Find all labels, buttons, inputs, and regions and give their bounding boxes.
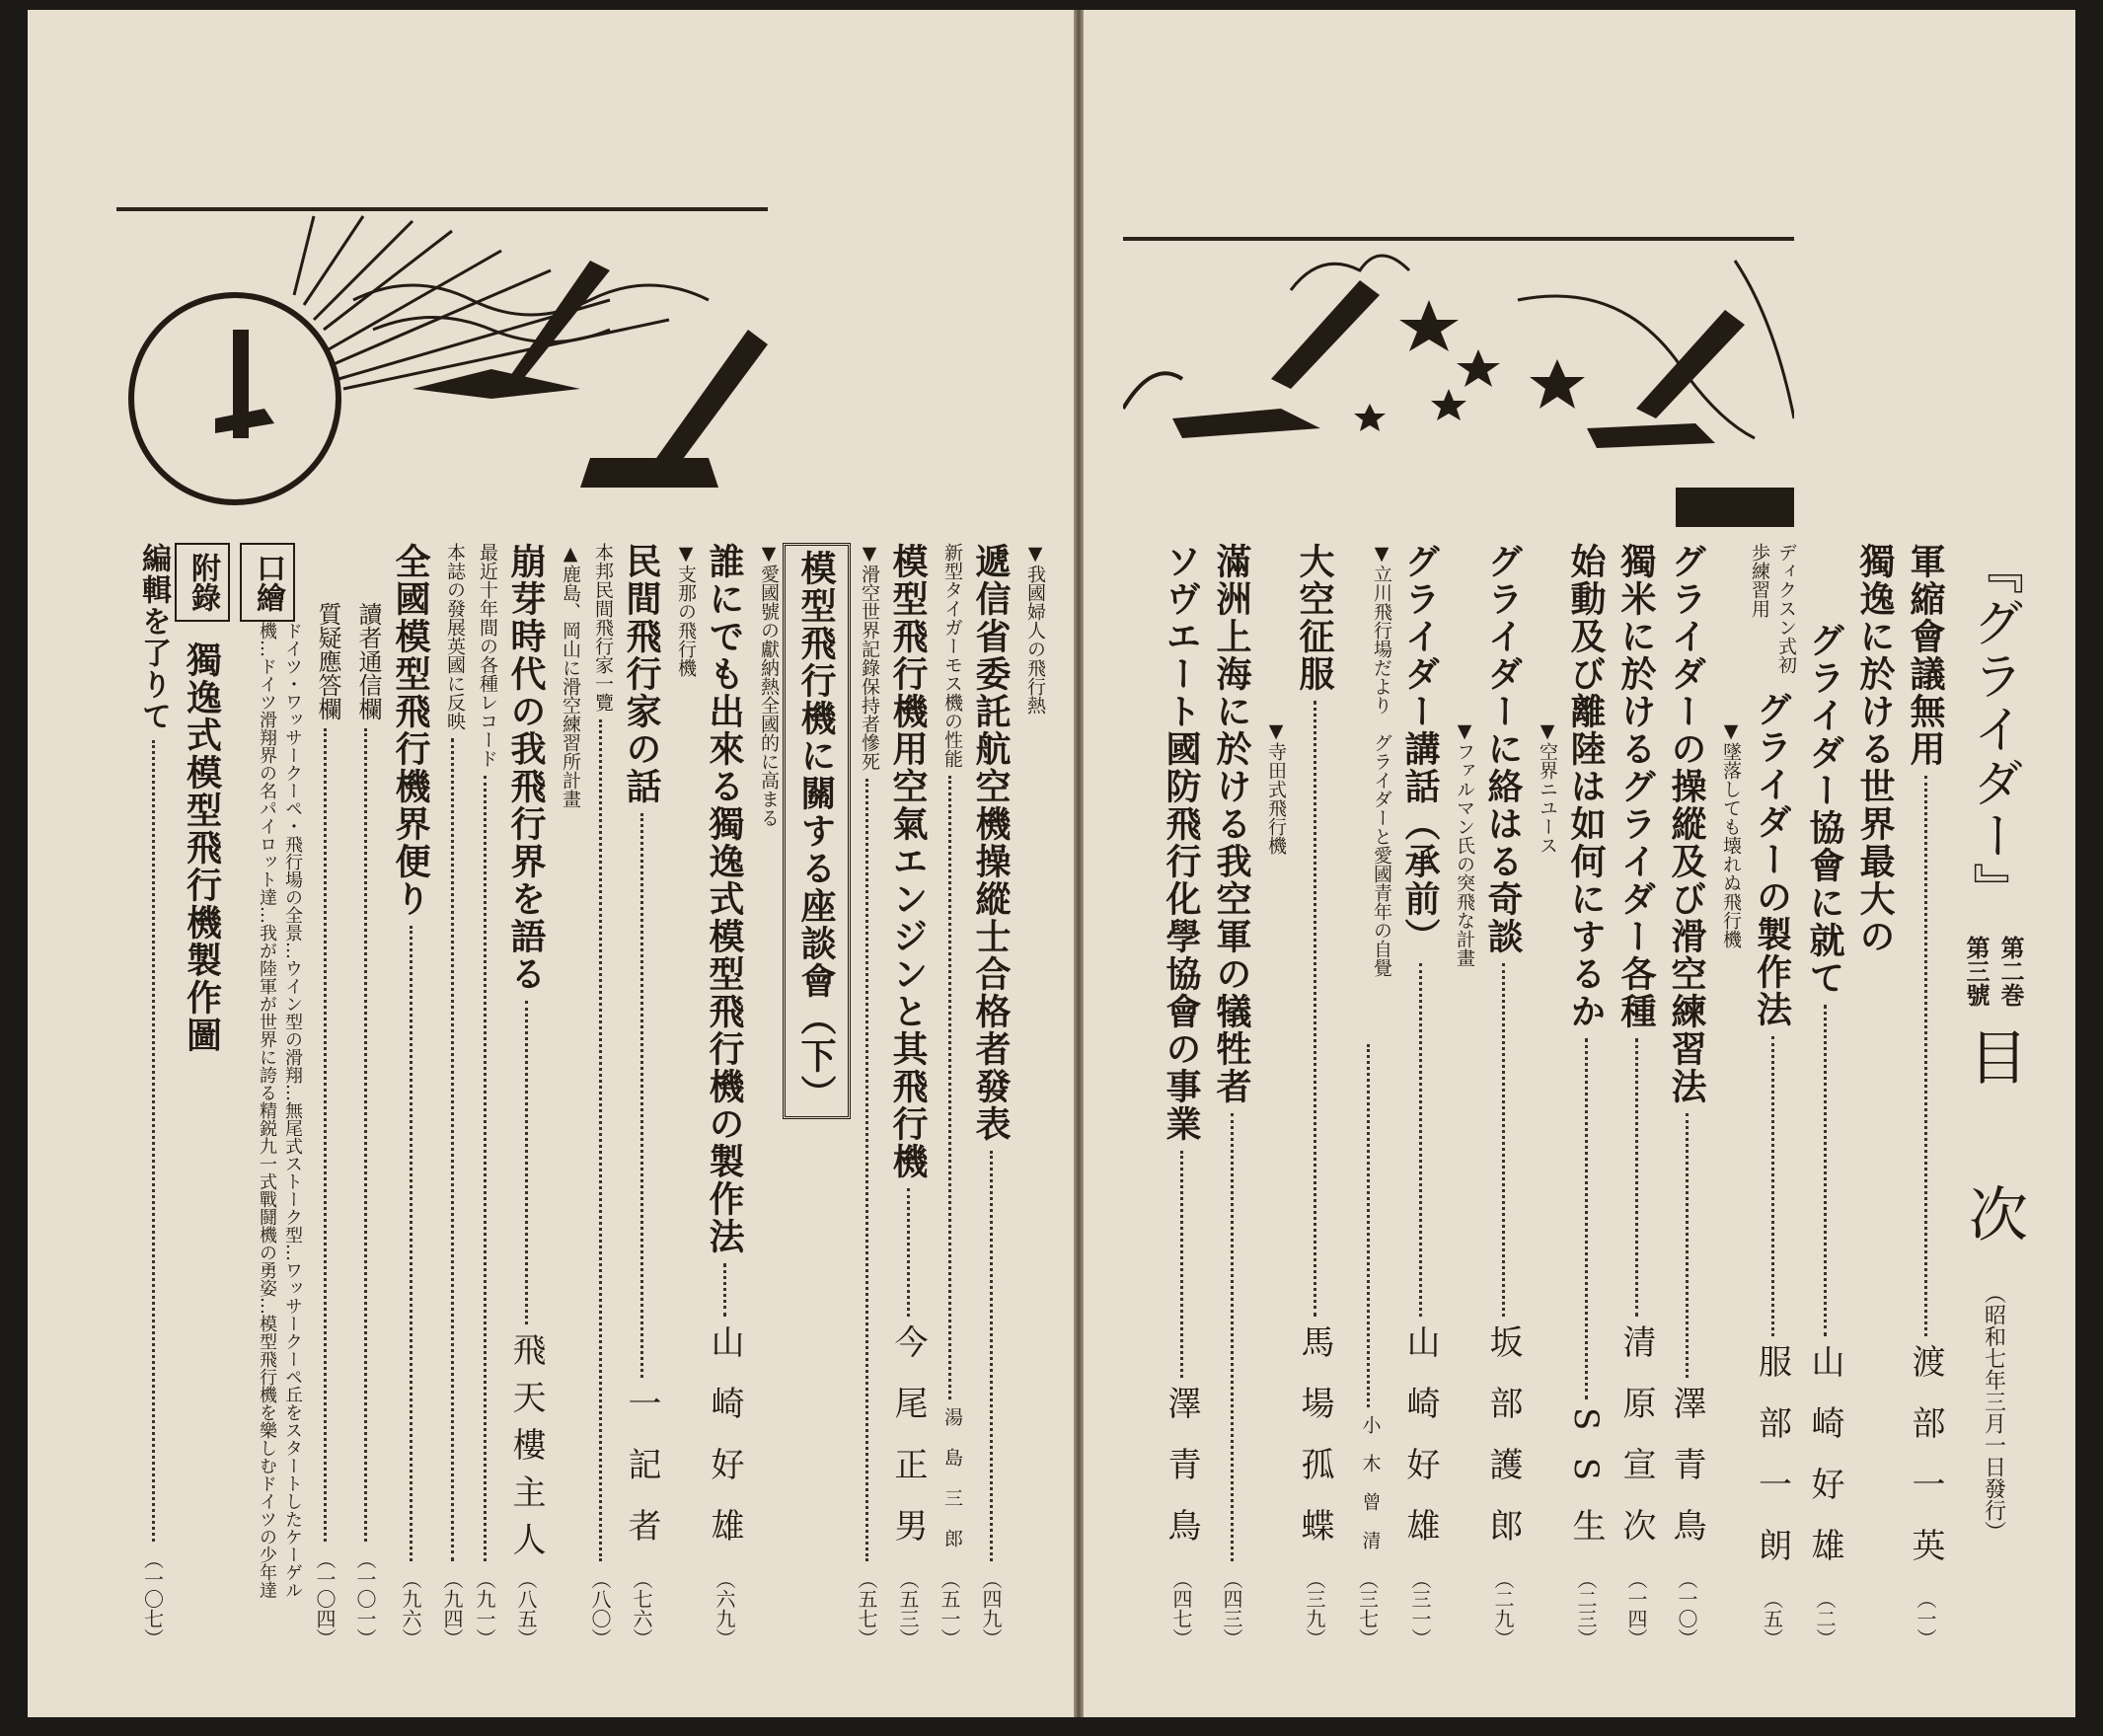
entry-title: 獨逸に於ける世界最大の <box>1854 543 1896 955</box>
entry-title: 模型飛行機用空氣エンジンと其飛行機 <box>887 543 929 1180</box>
toc-entry[interactable] <box>131 543 175 1648</box>
entry-page: （四九） <box>979 1569 1003 1648</box>
toc-entry[interactable] <box>1016 543 1049 1648</box>
entry-author: SS生 <box>1566 1407 1606 1569</box>
entry-subtitle: 本誌の發展英國に反映 <box>444 543 466 730</box>
toc-entry[interactable] <box>700 543 750 1648</box>
entry-author: 一記者 <box>622 1386 661 1569</box>
toc-entry[interactable] <box>783 543 851 1648</box>
entry-page: （八〇） <box>588 1569 612 1648</box>
frontispiece-label: 口繪 <box>240 543 295 622</box>
entry-author: 今尾正男 <box>888 1324 928 1569</box>
entry-title: グライダーの製作法 <box>1751 691 1793 1028</box>
toc-entry[interactable] <box>1745 543 1800 1648</box>
entry-page: （一〇一） <box>353 1549 377 1648</box>
entry-author: 山崎好雄 <box>1400 1324 1440 1569</box>
issue-no: 第三號 <box>1962 936 1990 1007</box>
entry-page: （七六） <box>630 1569 653 1648</box>
toc-entry[interactable] <box>883 543 934 1648</box>
entry-page: （六九） <box>713 1569 736 1648</box>
entry-title: 軍縮會議無用 <box>1905 543 1946 768</box>
frontispiece-entry[interactable] <box>230 543 305 1648</box>
entry-subtitle: ▼寺田式飛行機 <box>1265 720 1287 855</box>
entry-author: 渡部一英 <box>1906 1344 1945 1589</box>
editor-note: 編輯を了りて <box>136 543 171 732</box>
entry-title: グライダーに絡はる奇談 <box>1482 543 1524 955</box>
entry-page: （八五） <box>514 1569 538 1648</box>
entry-author: 山崎好雄 <box>705 1324 744 1569</box>
entry-page: （五一） <box>938 1569 961 1648</box>
entry-page: （九四） <box>440 1569 464 1648</box>
entry-subtitle: ▼墜落しても壊れぬ飛行機 <box>1720 720 1742 948</box>
toc-entry[interactable] <box>305 543 345 1648</box>
entry-subtitle: 最近十年間の各種レコード <box>477 543 498 768</box>
magazine-header <box>1951 543 2036 1648</box>
toc-entry[interactable] <box>1561 543 1612 1648</box>
toc-entry[interactable] <box>1395 543 1446 1648</box>
entry-title: グライダー協會に就て <box>1804 622 1845 997</box>
entry-page: （一四） <box>1624 1569 1648 1648</box>
magazine-title: 『グライダー』 <box>1963 543 2023 916</box>
toc-entry[interactable] <box>617 543 667 1648</box>
entry-page: （九六） <box>399 1569 422 1648</box>
entry-subtitle: ▼支那の飛行機 <box>675 543 697 677</box>
entry-subtitle: ▼ファルマン氏の突飛な計畫 <box>1454 720 1475 967</box>
toc-entry[interactable] <box>386 543 436 1648</box>
toc-entry[interactable] <box>469 543 501 1648</box>
entry-title: 崩芽時代の我飛行界を語る <box>505 543 547 993</box>
entry-author: 服部一朗 <box>1752 1344 1792 1589</box>
toc-entry[interactable] <box>851 543 883 1648</box>
toc-entry[interactable] <box>667 543 700 1648</box>
entry-page: （三九） <box>1303 1569 1326 1648</box>
toc-entry[interactable] <box>436 543 469 1648</box>
entry-page: （五三） <box>896 1569 920 1648</box>
entry-subtitle: 本邦民間飛行家一覽 <box>592 543 614 712</box>
left-page <box>28 10 1074 1717</box>
entry-author: 湯島三郎 <box>941 1407 963 1569</box>
entry-author: 澤青鳥 <box>1162 1386 1201 1569</box>
entry-title: 滿洲上海に於ける我空軍の犠牲者 <box>1211 543 1252 1105</box>
toc-entry[interactable] <box>750 543 783 1648</box>
book-gutter <box>1074 10 1084 1717</box>
entry-subtitle: ディクスン式初歩練習用 <box>1749 543 1797 674</box>
entry-page: （一〇四） <box>313 1549 337 1648</box>
entry-subtitle: ▼空界ニユース <box>1537 720 1558 855</box>
toc-entry[interactable] <box>345 543 386 1648</box>
toc-entry[interactable] <box>1157 543 1207 1648</box>
toc-entry[interactable] <box>1290 543 1340 1648</box>
toc-entry[interactable] <box>966 543 1016 1648</box>
entry-page: （五） <box>1760 1589 1784 1648</box>
entry-title: グライダーの操縱及び滑空練習法 <box>1666 543 1707 1105</box>
entry-page: （四三） <box>1220 1569 1243 1648</box>
entry-page: （四七） <box>1169 1569 1193 1648</box>
issue-number <box>1959 936 2028 1007</box>
entry-subtitle: ▼愛國號の獻納熱全國的に高まる <box>758 543 780 827</box>
entry-page: （二三） <box>1574 1569 1598 1648</box>
contents-label: 目 次 <box>1959 1026 2028 1283</box>
entry-subtitle: ▼立川飛行場だより グライダーと愛國青年の自覺 <box>1371 543 1392 977</box>
entry-author: 清原宣次 <box>1616 1324 1656 1569</box>
toc-entry[interactable] <box>552 543 584 1648</box>
frontispiece-text: ドイツ・ワッサークーペ・飛行場の全景…ウイン型の滑翔…無尾式ストーク型…ワッサークーペ丘をスタートしたケーゲル機…ドイツ滑翔界の名パイロット達…我が陸軍が世界に誇る精鋭九一式戰鬪機の勇姿…模型飛行機を樂しむドイツの少年達 <box>257 622 303 1599</box>
toc-entry[interactable] <box>501 543 552 1648</box>
entry-subtitle: 新型タイガーモス機の性能 <box>941 543 963 768</box>
toc-entry[interactable] <box>1207 543 1257 1648</box>
toc-entry[interactable] <box>1800 543 1850 1648</box>
entry-page: （二） <box>1813 1589 1837 1648</box>
entry-title: ソヴエート國防飛行化學協會の事業 <box>1161 543 1202 1143</box>
entry-page: （三七） <box>1355 1569 1380 1648</box>
entry-author: 坂部護郎 <box>1483 1324 1523 1569</box>
toc-entry[interactable] <box>1901 543 1951 1648</box>
entry-title-boxed: 模型飛行機に關する座談會（下） <box>783 543 851 1119</box>
entry-author: 山崎好雄 <box>1805 1344 1844 1589</box>
entry-page: （九一） <box>473 1569 496 1648</box>
entry-title: 民間飛行家の話 <box>621 543 662 805</box>
right-contents <box>1157 543 2036 1648</box>
left-contents <box>131 543 1049 1648</box>
entry-author: 澤青鳥 <box>1667 1386 1706 1569</box>
toc-entry[interactable] <box>1529 543 1561 1648</box>
toc-entry[interactable] <box>584 543 617 1648</box>
entry-title: 始動及び離陸は如何にするか <box>1565 543 1607 1030</box>
entry-title: 大空征服 <box>1294 543 1335 693</box>
entry-subtitle: ▼滑空世界記錄保持者慘死 <box>859 543 880 771</box>
issue-date: （昭和七年三月一日發行） <box>1981 1282 2006 1544</box>
entry-page: （二九） <box>1491 1569 1515 1648</box>
toc-entry[interactable] <box>934 543 966 1648</box>
entry-title: 讀者通信欄 <box>354 602 382 720</box>
toc-entry[interactable] <box>1612 543 1662 1648</box>
supplement-entry[interactable] <box>175 543 230 1648</box>
entry-title: 誰にでも出來る獨逸式模型飛行機の製作法 <box>704 543 745 1255</box>
right-banner-illustration <box>1123 237 1794 537</box>
toc-entry[interactable] <box>1257 543 1290 1648</box>
entry-author: 小木曾清 <box>1359 1415 1382 1569</box>
supplement-label: 附錄 <box>175 543 230 622</box>
entry-page: （一〇） <box>1675 1569 1698 1648</box>
toc-entry[interactable] <box>1712 543 1745 1648</box>
entry-author: 馬場孤蝶 <box>1295 1324 1334 1569</box>
right-page <box>1084 10 2075 1717</box>
toc-entry[interactable] <box>1340 543 1395 1648</box>
entry-page: （三一） <box>1408 1569 1432 1648</box>
left-banner-illustration <box>116 207 768 547</box>
entry-author: 飛天樓主人 <box>506 1332 546 1569</box>
airplane-illustration-icon <box>116 211 768 547</box>
entry-subtitle: ▲鹿島、岡山に滑空練習所計畫 <box>560 543 581 808</box>
entry-title: 獨米に於けるグライダー各種 <box>1615 543 1657 1030</box>
toc-entry[interactable] <box>1478 543 1529 1648</box>
issue-volume: 第二巻 <box>1996 936 2025 1007</box>
entry-title: 質疑應答欄 <box>314 602 341 720</box>
entry-page: （五七） <box>855 1569 878 1648</box>
toc-entry[interactable] <box>1662 543 1712 1648</box>
entry-page: （一〇七） <box>140 1549 165 1648</box>
entry-title: 全國模型飛行機界便り <box>390 543 431 918</box>
toc-entry[interactable] <box>1446 543 1478 1648</box>
entry-title: グライダー講話（承前） <box>1399 543 1441 955</box>
toc-entry[interactable] <box>1850 543 1901 1648</box>
supplement-title: 獨逸式模型飛行機製作圖 <box>181 642 223 1054</box>
entry-page: （一） <box>1914 1589 1937 1648</box>
glider-illustration-icon <box>1123 241 1794 537</box>
entry-title: 遞信省委託航空機操縱士合格者發表 <box>970 543 1012 1143</box>
entry-subtitle: ▼我國婦人の飛行熱 <box>1024 543 1046 715</box>
